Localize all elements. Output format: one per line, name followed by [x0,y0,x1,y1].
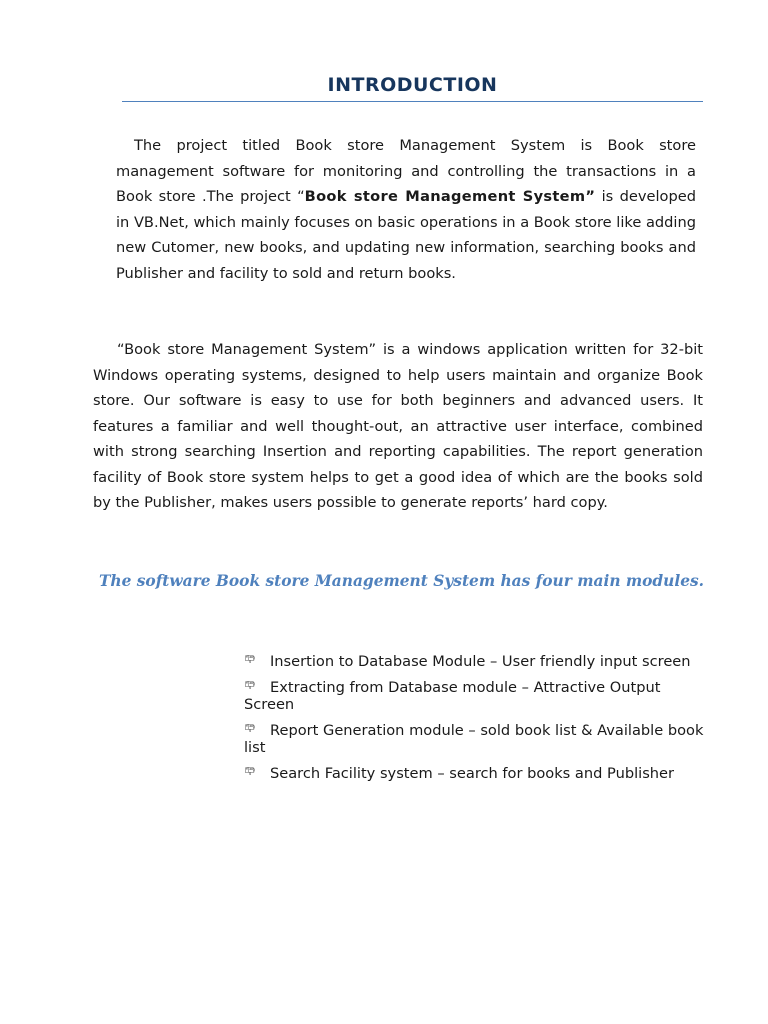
intro-paragraph-1-text-end: is developed in VB.Net, which mainly focuses on basic operations in a Book store like adding new Cutomer, new books, and updating new information, searching books and Publisher and facility to sold and return books. [116,188,696,282]
intro-paragraph-1-emphasis: Book store Management System” [304,188,596,205]
modules-list [244,653,714,791]
mailbox-bullet-icon: 📪︎ [244,766,256,776]
title-underline-rule [122,101,703,102]
page-title: INTRODUCTION [327,74,498,96]
list-item [244,679,714,713]
mailbox-bullet-icon: 📪︎ [244,723,256,733]
module-item-text: Search Facility system – search for books and Publisher [270,765,675,782]
list-item [244,765,714,782]
intro-paragraph-2: “Book store Management System” is a windows application written for 32-bit Windows operating systems, designed to help users maintain and organize Book store. Our software is easy to use for both beginners and advanced users. It features a familiar and well thought-out, an attractive user interface, combined with strong searching Insertion and reporting capabilities. The report generation facility of Book store system helps to get a good idea of which are the books sold by the Publisher, makes users possible to generate reports’ hard copy. [93,341,703,511]
module-item-text: Report Generation module – sold book list & Available book list [244,722,704,756]
list-item [244,653,714,670]
module-item-text: Extracting from Database module – Attractive Output Screen [244,679,661,713]
intro-paragraph-1 [116,133,696,286]
mailbox-bullet-icon: 📪︎ [244,680,256,690]
modules-heading: The software Book store Management System has four main modules. [98,572,705,590]
intro-paragraph-1-text-start: The project titled Book store Management System is Book store management software for monitoring and controlling the transactions in a Book store .The project “ [116,137,696,205]
module-item-text: Insertion to Database Module – User friendly input screen [270,653,691,670]
list-item [244,722,714,756]
mailbox-bullet-icon: 📪︎ [244,654,256,664]
